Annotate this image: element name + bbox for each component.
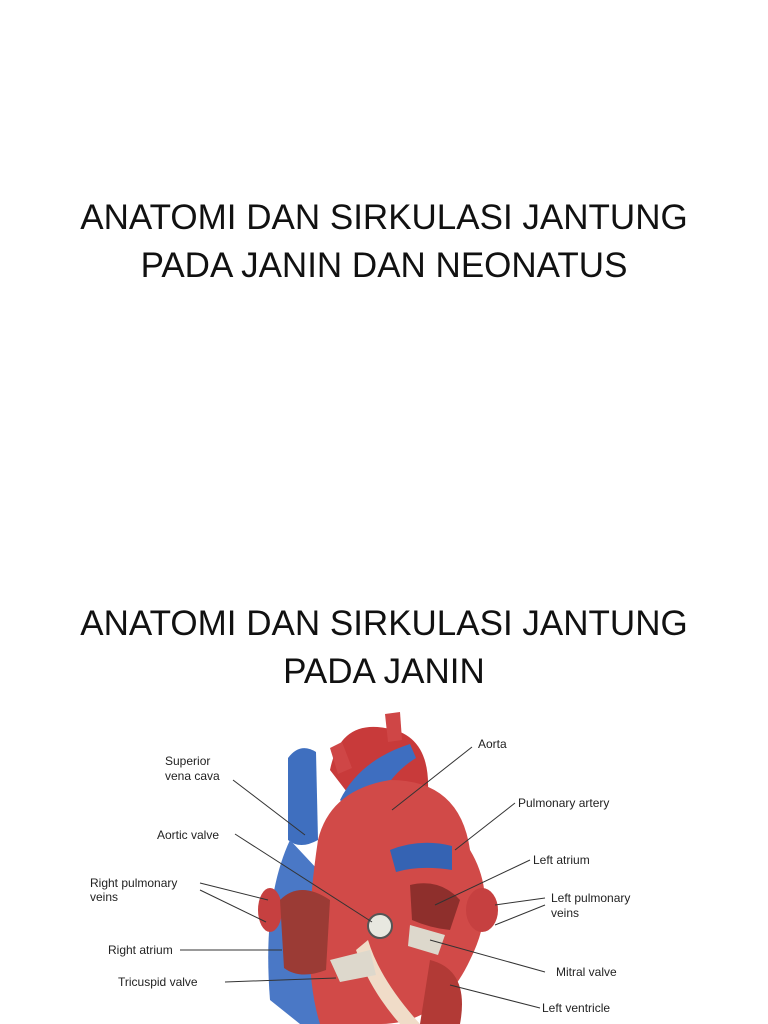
slide-1-title-line-2: PADA JANIN DAN NEONATUS bbox=[140, 246, 628, 285]
label-left-ventricle: Left ventricle bbox=[542, 1001, 611, 1015]
label-aortic-valve: Aortic valve bbox=[157, 828, 220, 842]
heart-anatomy-diagram bbox=[0, 700, 768, 1024]
label-right-atrium: Right atrium bbox=[108, 943, 173, 957]
label-mitral-valve: Mitral valve bbox=[556, 965, 617, 979]
label-right-pulmonary-veins-2: veins bbox=[90, 890, 119, 904]
slide-1-title bbox=[0, 194, 768, 290]
label-pulmonary-artery: Pulmonary artery bbox=[518, 796, 610, 810]
label-tricuspid-valve: Tricuspid valve bbox=[118, 975, 198, 989]
label-superior-vena-cava-1: Superior bbox=[165, 754, 211, 768]
right-pulmonary-vein bbox=[258, 888, 282, 932]
label-aorta: Aorta bbox=[478, 737, 507, 751]
label-superior-vena-cava-2: vena cava bbox=[165, 769, 220, 783]
aortic-valve-shape bbox=[368, 914, 392, 938]
slide-2-title-line-2: PADA JANIN bbox=[283, 652, 485, 691]
left-atrium-vessel bbox=[390, 843, 452, 872]
right-atrium-chamber bbox=[280, 890, 330, 975]
aorta-branch-2 bbox=[385, 712, 402, 742]
label-left-pulmonary-veins-1: Left pulmonary bbox=[551, 891, 631, 905]
slide-1-title-line-1: ANATOMI DAN SIRKULASI JANTUNG bbox=[80, 198, 688, 237]
heart-illustration bbox=[258, 712, 498, 1024]
superior-vena-cava-vessel bbox=[288, 748, 318, 845]
label-left-pulmonary-veins-2: veins bbox=[551, 906, 580, 920]
label-right-pulmonary-veins-1: Right pulmonary bbox=[90, 876, 178, 890]
left-pulmonary-vein bbox=[466, 888, 498, 932]
label-left-atrium: Left atrium bbox=[533, 853, 590, 867]
slide-2-title bbox=[0, 600, 768, 696]
slide-2-title-line-1: ANATOMI DAN SIRKULASI JANTUNG bbox=[80, 604, 688, 643]
